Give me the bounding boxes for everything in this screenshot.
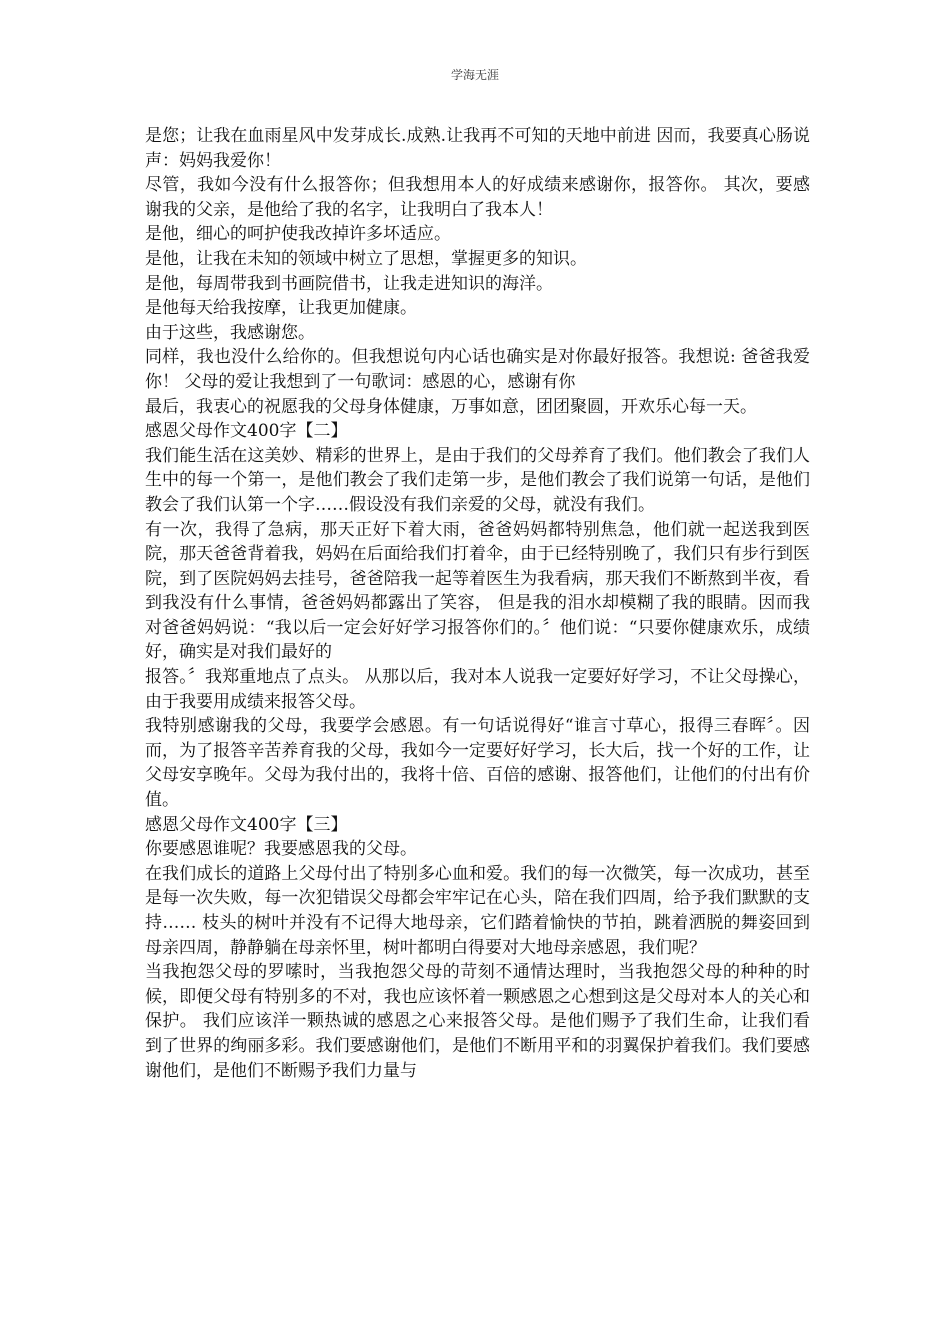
paragraph: 有一次，我得了急病，那天正好下着大雨，爸爸妈妈都特别焦急，他们就一起送我到医院，那天爸爸背着我，妈妈在后面给我们打着伞，由于已经特别晚了，我们只有步行到医院，到了医院妈妈去挂号，爸爸陪我一起等着医生为我看病，那天我们不断熬到半夜，看到我没有什么事情，爸爸妈妈都露出了笑容， 但是我的泪水却模糊了我的眼睛。因而我对爸爸妈妈说：“我以后一定会好好学习报答你们的。〞他们说：“只要你健康欢乐，成绩好，确实是对我们最好的 bbox=[145, 519, 810, 663]
paragraph: 在我们成长的道路上父母付出了特别多心血和爱。我们的每一次微笑，每一次成功，甚至是每一次失败，每一次犯错误父母都会牢牢记在心头，陪在我们四周，给予我们默默的支持…… 枝头的树叶并没有不记得大地母亲，它们踏着愉快的节拍，跳着洒脱的舞姿回到母亲四周，静静躺在母亲怀里，树叶都明白得要对大地母亲感恩，我们呢？ bbox=[145, 863, 810, 958]
paragraph: 当我抱怨父母的罗嗦时，当我抱怨父母的苛刻不通情达理时，当我抱怨父母的种种的时候，即便父母有特别多的不对，我也应该怀着一颗感恩之心想到这是父母对本人的关心和保护。 我们应该洋一颗热诚的感恩之心来报答父母。是他们赐予了我们生命，让我们看到了世界的绚丽多彩。我们要感谢他们，是他们不断用平和的羽翼保护着我们。我们要感谢他们，是他们不断赐予我们力量与 bbox=[145, 962, 810, 1081]
paragraph: 你要感恩谁呢？我要感恩我的父母。 bbox=[145, 839, 417, 860]
paragraph: 我们能生活在这美妙、精彩的世界上，是由于我们的父母养育了我们。他们教会了我们人生中的每一个第一，是他们教会了我们走第一步，是他们教会了我们说第一句话，是他们教会了我们认第一个字……假设没有我们亲爱的父母，就没有我们。 bbox=[145, 445, 810, 515]
section-heading: 感恩父母作文400字【三】 bbox=[145, 814, 348, 835]
paragraph: 最后，我衷心的祝愿我的父母身体健康，万事如意，团团聚圆，开欢乐心每一天。 bbox=[145, 396, 757, 417]
paragraph: 是他，每周带我到书画院借书，让我走进知识的海洋。 bbox=[145, 273, 553, 294]
paragraph: 我特别感谢我的父母，我要学会感恩。有一句话说得好“谁言寸草心，报得三春晖〞。因而，为了报答辛苦养育我的父母，我如今一定要好好学习，长大后，找一个好的工作，让父母安享晚年。父母为我付出的，我将十倍、百倍的感谢、报答他们，让他们的付出有价值。 bbox=[145, 716, 810, 811]
section-heading: 感恩父母作文400字【二】 bbox=[145, 421, 348, 442]
document-body bbox=[145, 124, 810, 1083]
page-header: 学海无涯 bbox=[450, 68, 499, 82]
paragraph: 由于这些，我感谢您。 bbox=[145, 322, 315, 343]
paragraph: 同样，我也没什么给你的。但我想说句内心话也确实是对你最好报答。我想说: 爸爸我爱你！ 父母的爱让我想到了一句歌词：感恩的心，感谢有你 bbox=[145, 347, 810, 392]
paragraph: 是您；让我在血雨星风中发芽成长.成熟.让我再不可知的天地中前进 因而，我要真心肠说声：妈妈我爱你！ bbox=[145, 126, 810, 171]
paragraph: 是他，让我在未知的领域中树立了思想，掌握更多的知识。 bbox=[145, 248, 587, 269]
paragraph: 是他，细心的呵护使我改掉许多坏适应。 bbox=[145, 224, 451, 245]
paragraph: 尽管，我如今没有什么报答你；但我想用本人的好成绩来感谢你，报答你。 其次，要感谢我的父亲，是他给了我的名字，让我明白了我本人！ bbox=[145, 175, 810, 220]
paragraph: 是他每天给我按摩，让我更加健康。 bbox=[145, 298, 417, 319]
paragraph: 报答。〞我郑重地点了点头。 从那以后，我对本人说我一定要好好学习，不让父母操心，由于我要用成绩来报答父母。 bbox=[145, 667, 810, 712]
